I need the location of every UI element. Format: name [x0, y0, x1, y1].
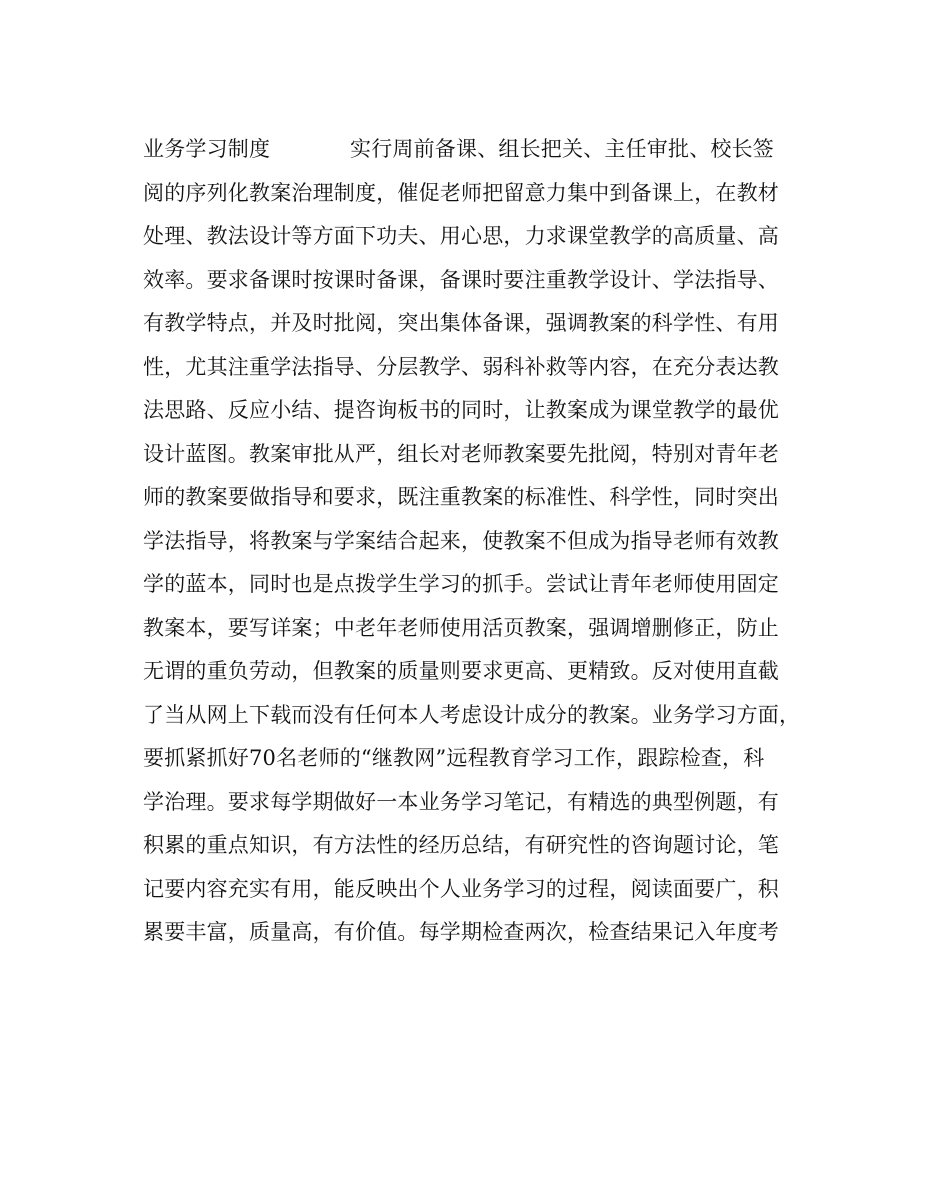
- body-line: 处理、教法设计等方面下功夫、用心思，力求课堂教学的高质量、高: [143, 224, 779, 248]
- section-heading: 业务学习制度: [143, 137, 271, 161]
- body-line: 阅的序列化教案治理制度，催促老师把留意力集中到备课上，在教材: [143, 180, 779, 205]
- body-line: 了当从网上下载而没有任何本人考虑设计成分的教案。业务学习方面，: [143, 702, 801, 727]
- body-line: 学治理。要求每学期做好一本业务学习笔记，有精选的典型例题，有: [143, 789, 779, 814]
- first-line-text: 实行周前备课、组长把关、主任审批、校长签: [350, 137, 774, 161]
- body-line: 性，尤其注重学法指导、分层教学、弱科补救等内容，在充分表达教: [143, 354, 779, 379]
- body-line: 法思路、反应小结、提咨询板书的同时，让教案成为课堂教学的最优: [143, 398, 779, 422]
- body-line: 学的蓝本，同时也是点拨学生学习的抓手。尝试让青年老师使用固定: [143, 572, 779, 596]
- body-line: 学法指导，将教案与学案结合起来，使教案不但成为指导老师有效教: [143, 528, 779, 553]
- first-line: [143, 128, 823, 172]
- body-line: 有教学特点，并及时批阅，突出集体备课，强调教案的科学性、有用: [143, 311, 779, 335]
- document-body: [143, 128, 823, 955]
- body-line: 无谓的重负劳动，但教案的质量则要求更高、更精致。反对使用直截: [143, 659, 779, 683]
- body-line: 设计蓝图。教案审批从严，组长对老师教案要先批阅，特别对青年老: [143, 441, 779, 466]
- body-line: 记要内容充实有用，能反映出个人业务学习的过程，阅读面要广，积: [143, 876, 779, 901]
- body-line: 累要丰富，质量高，有价值。每学期检查两次，检查结果记入年度考: [143, 920, 779, 944]
- body-line: 效率。要求备课时按课时备课，备课时要注重教学设计、学法指导、: [143, 267, 779, 292]
- body-line: 积累的重点知识，有方法性的经历总结，有研究性的咨询题讨论，笔: [143, 833, 779, 857]
- body-line: 师的教案要做指导和要求，既注重教案的标准性、科学性，同时突出: [143, 485, 779, 509]
- body-line: 要抓紧抓好70名老师的“继教网”远程教育学习工作，跟踪检查，科: [143, 746, 765, 770]
- body-line: 教案本，要写详案；中老年老师使用活页教案，强调增删修正，防止: [143, 615, 779, 640]
